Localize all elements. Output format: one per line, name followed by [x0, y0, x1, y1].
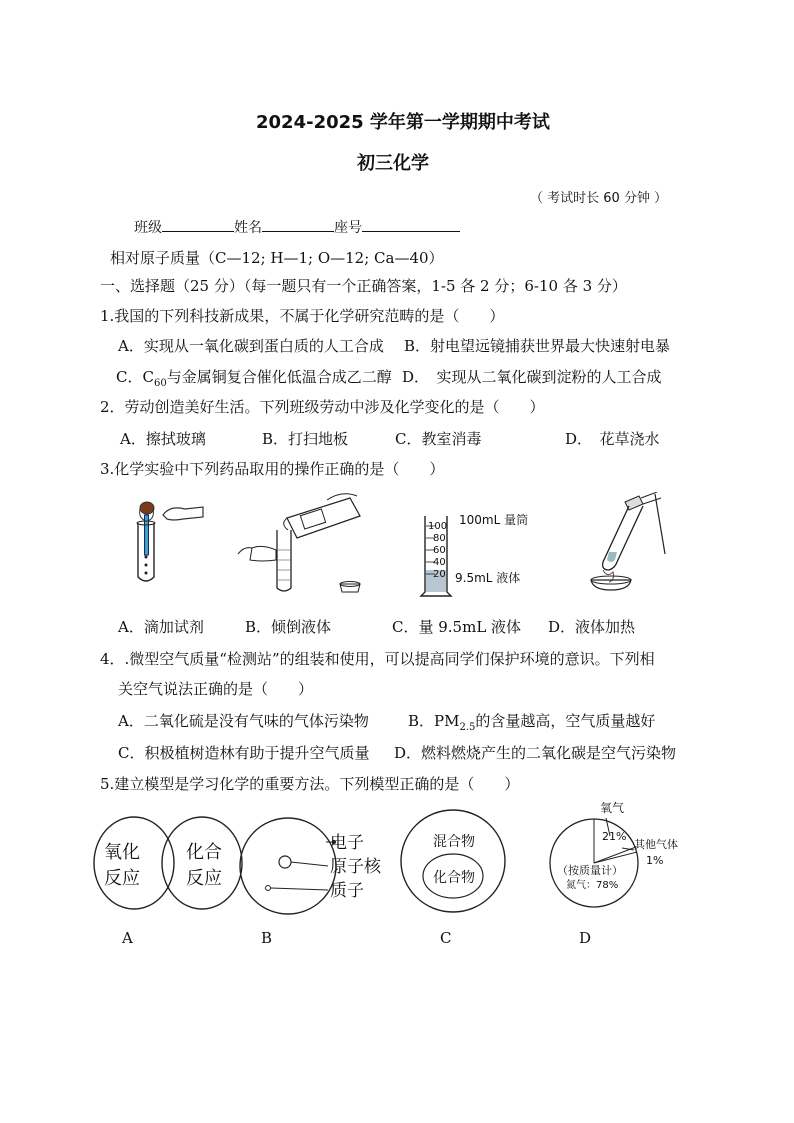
q5-label-c[interactable]: C — [440, 929, 452, 947]
q3-option-b[interactable]: B．倾倒液体 — [245, 618, 332, 636]
q5-model-b — [238, 808, 388, 918]
exam-duration: （ 考试时长 60 分钟 ） — [530, 191, 668, 206]
name-field[interactable] — [262, 217, 334, 232]
q4-option-a[interactable]: A．二氧化硫是没有气味的气体污染物 — [118, 712, 369, 730]
q3-option-a[interactable]: A．滴加试剂 — [118, 618, 204, 636]
q2-option-a[interactable]: A．擦拭玻璃 — [120, 430, 206, 448]
name-label: 姓名 — [234, 220, 262, 236]
venn-oxidation-1: 氧化 — [104, 842, 140, 863]
q1-option-d[interactable]: D． 实现从二氧化碳到淀粉的人工合成 — [402, 368, 662, 386]
pie-nitrogen-label: 氮气：78% — [566, 880, 619, 891]
pie-basis-label: （按质量计） — [557, 864, 623, 877]
q5-label-b[interactable]: B — [261, 929, 273, 947]
q5-model-c — [398, 806, 508, 916]
venn-combination-2: 反应 — [186, 868, 222, 889]
q1-option-b[interactable]: B．射电望远镜捕获世界最大快速射电暴 — [404, 337, 671, 355]
cylinder-label: 100mL 量筒 — [459, 513, 529, 527]
q4-stem-line2: 关空气说法正确的是（ ） — [118, 680, 314, 698]
liquid-label: 9.5mL 液体 — [455, 571, 521, 585]
q5-model-a — [90, 808, 250, 918]
pie-oxygen-label: 氧气 — [600, 801, 625, 815]
q4-option-b[interactable]: B．$PM_{2.5}$的含量越高，空气质量越好 — [408, 712, 656, 733]
q3-figure-c — [415, 508, 555, 598]
set-mixture-label: 混合物 — [433, 834, 475, 850]
student-info-row — [134, 217, 460, 237]
set-compound-label: 化合物 — [433, 870, 475, 886]
q3-option-c[interactable]: C．量 9.5mL 液体 — [392, 618, 522, 636]
venn-combination-1: 化合 — [186, 842, 222, 863]
cylinder-tick-80: 80 — [433, 533, 446, 544]
pie-other-pct: 1% — [646, 854, 664, 867]
atomic-mass-line: 相对原子质量（C—12; H—1; O—12; Ca—40） — [110, 249, 444, 267]
cylinder-tick-60: 60 — [433, 545, 446, 556]
pie-other-label: 其他气体 — [634, 838, 678, 851]
cylinder-tick-40: 40 — [433, 557, 446, 568]
class-field[interactable] — [162, 217, 234, 232]
pie-oxygen-pct: 21% — [602, 830, 627, 843]
q1-option-c[interactable]: C．$C_{60}$与金属铜复合催化低温合成乙二醇 — [116, 368, 392, 389]
cylinder-tick-100: 100 — [428, 521, 448, 532]
q4-option-c[interactable]: C．积极植树造林有助于提升空气质量 — [118, 744, 370, 762]
cylinder-tick-20: 20 — [433, 569, 446, 580]
q3-option-d[interactable]: D．液体加热 — [548, 618, 636, 636]
q3-stem: 3.化学实验中下列药品取用的操作正确的是（ ） — [100, 460, 445, 478]
q1-stem: 1.我国的下列科技新成果，不属于化学研究范畴的是（ ） — [100, 307, 505, 325]
q4-option-d[interactable]: D．燃料燃烧产生的二氧化碳是空气污染物 — [394, 744, 677, 762]
q5-stem: 5.建立模型是学习化学的重要方法。下列模型正确的是（ ） — [100, 775, 520, 793]
seat-label: 座号 — [334, 220, 362, 236]
q5-model-d — [548, 798, 718, 918]
exam-subject: 初三化学 — [357, 153, 429, 174]
class-label: 班级 — [134, 220, 162, 236]
atom-electron-label: 电子 — [330, 833, 364, 853]
q3-figure-d — [585, 492, 675, 594]
venn-oxidation-2: 反应 — [104, 868, 140, 889]
q2-option-d[interactable]: D． 花草浇水 — [565, 430, 660, 448]
q2-option-c[interactable]: C．教室消毒 — [395, 430, 482, 448]
q2-option-b[interactable]: B．打扫地板 — [262, 430, 349, 448]
q3-figure-a — [125, 495, 205, 590]
atom-nucleus-label: 原子核 — [330, 857, 381, 877]
q1-option-a[interactable]: A．实现从一氧化碳到蛋白质的人工合成 — [118, 337, 384, 355]
section-heading: 一、选择题（25 分）（每一题只有一个正确答案，1-5 各 2 分；6-10 各 3 分） — [100, 277, 627, 295]
seat-field[interactable] — [362, 217, 460, 232]
exam-title: 2024-2025 学年第一学期期中考试 — [256, 112, 550, 133]
q4-stem-line1: 4．.微型空气质量“检测站”的组装和使用，可以提高同学们保护环境的意识。下列相 — [100, 650, 655, 668]
q2-stem: 2．劳动创造美好生活。下列班级劳动中涉及化学变化的是（ ） — [100, 398, 545, 416]
q5-label-a[interactable]: A — [122, 929, 133, 947]
q5-label-d[interactable]: D — [579, 929, 592, 947]
atom-proton-label: 质子 — [330, 881, 364, 901]
q3-figure-b — [232, 490, 372, 595]
